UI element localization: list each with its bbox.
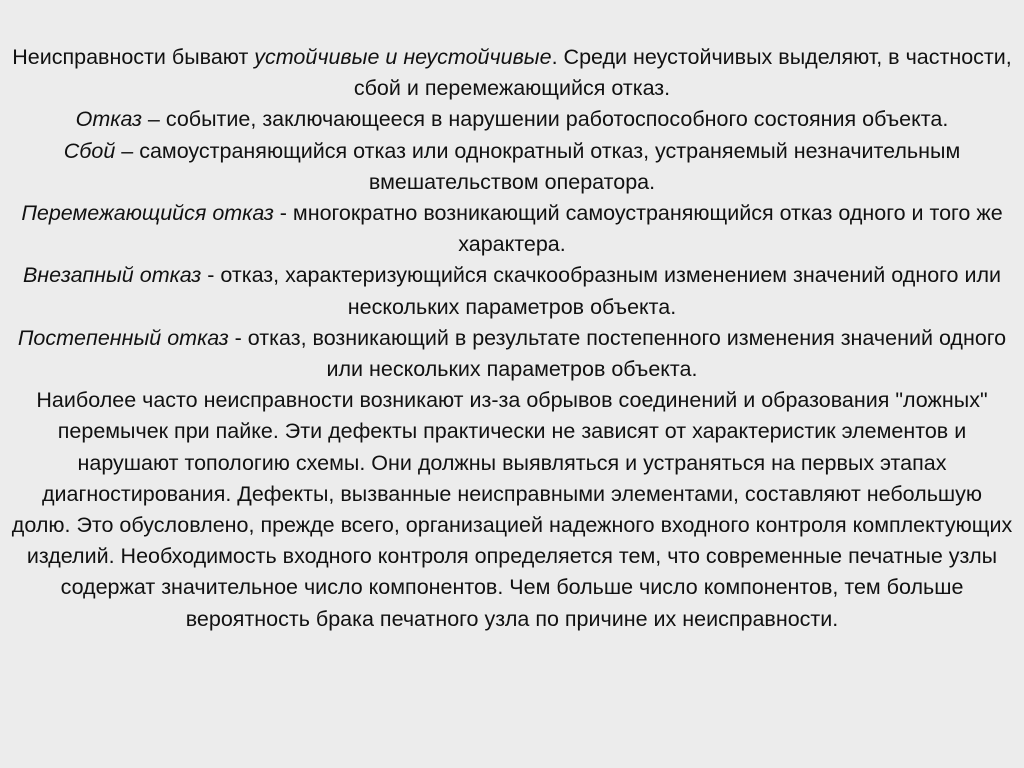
paragraph-glitch-definition [10,136,1014,198]
term-intermittent-failure: Перемежающийся отказ [21,201,274,226]
text-segment: - отказ, возникающий в результате постепенного изменения значений одного или нескольких параметров объекта. [228,325,1007,382]
text-segment: – событие, заключающееся в нарушении работоспособного состояния объекта. [141,107,949,132]
paragraph-intermittent-definition [10,198,1014,260]
term-stable-unstable: устойчивые и неустойчивые [254,45,552,69]
text-segment: Неисправности бывают [12,45,255,69]
term-sudden-failure: Внезапный отказ [22,263,202,288]
paragraph-fault-types [10,42,1014,104]
text-segment: – самоустраняющийся отказ или однократный отказ, устраняемый незначительным вмешательством оператора. [115,138,961,194]
paragraph-failure-definition [10,104,1014,135]
text-segment: . Среди неустойчивых выделяют, в частности, сбой и перемежающийся отказ. [353,45,1012,101]
text-segment: Наиболее часто неисправности возникают из-за обрывов соединений и образования "ложных" перемычек при пайке. Эти дефекты практически не зависят от характеристик элементов и нарушают топологию схемы. Они должны выявляться и устраняться на первых этапах диагностирования. Дефекты, вызванные неисправными элементами, составляют небольшую долю. Это обусловлено, прежде всего, организацией надежного входного контроля комплектующих изделий. Необходимость входного контроля определяется тем, что современные печатные узлы содержат значительное число компонентов. Чем больше число компонентов, тем больше вероятность брака печатного узла по причине их неисправности. [11,388,1013,631]
term-glitch: Сбой [63,138,116,163]
paragraph-sudden-definition [10,260,1014,322]
term-gradual-failure: Постепенный отказ [17,325,229,350]
text-segment: - многократно возникающий самоустраняющийся отказ одного и того же характера. [273,201,1003,257]
text-segment: - отказ, характеризующийся скачкообразным изменением значений одного или нескольких параметров объекта. [201,263,1002,319]
paragraph-gradual-definition [10,323,1014,385]
term-failure: Отказ [75,107,142,132]
paragraph-causes [10,385,1014,635]
slide-text [10,42,1014,635]
